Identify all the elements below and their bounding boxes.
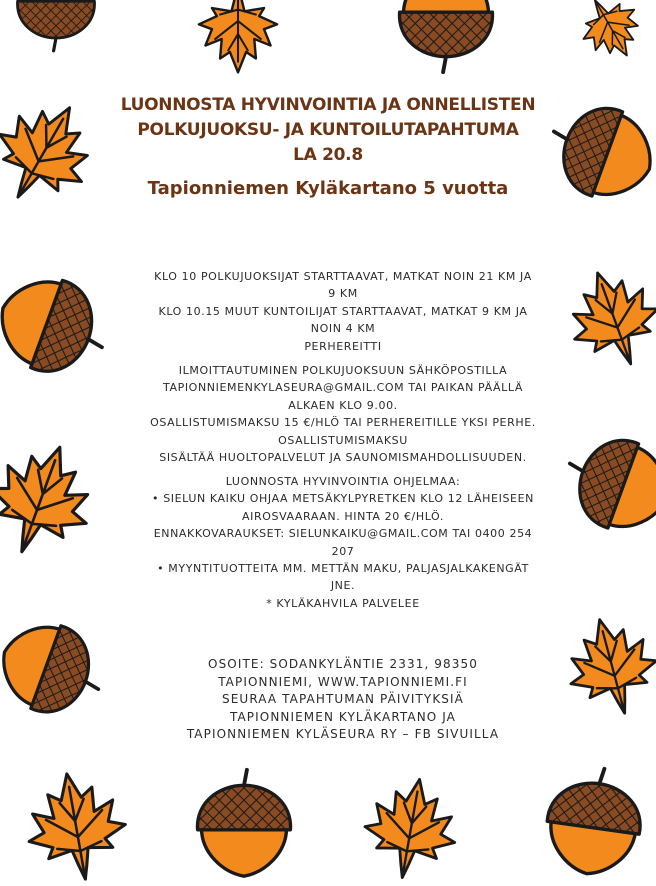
address-line: TAPIONNIEMEN KYLÄSEURA RY – FB SIVUILLA bbox=[186, 727, 500, 742]
acorn-icon bbox=[546, 96, 656, 208]
event-title bbox=[100, 93, 556, 168]
program-section bbox=[108, 473, 578, 612]
schedule-section bbox=[108, 268, 578, 355]
acorn-icon bbox=[8, 0, 104, 54]
schedule-line: KLO 10 POLKUJUOKSIJAT STARTTAAVAT, MATKAT NOIN 21 KM JA bbox=[154, 270, 532, 283]
acorn-icon bbox=[0, 614, 106, 724]
address-line: TAPIONNIEMEN KYLÄKARTANO JA bbox=[230, 709, 456, 724]
acorn-icon bbox=[536, 764, 652, 880]
address-section bbox=[130, 656, 556, 744]
acorn-icon bbox=[186, 766, 302, 882]
registration-line: OSALLISTUMISMAKSU bbox=[278, 433, 408, 447]
program-line: LUONNOSTA HYVINVOINTIA OHJELMAA: bbox=[225, 475, 461, 488]
registration-line: OSALLISTUMISMAKSU 15 €/HLÖ TAI PERHEREITILLE YKSI PERHE. bbox=[150, 416, 536, 430]
acorn-icon bbox=[0, 268, 110, 384]
address-line: SEURAA TAPAHTUMAN PÄIVITYKSIÄ bbox=[222, 692, 464, 707]
registration-line: TAPIONNIEMENKYLASEURA@GMAIL.COM TAI PAIKAN PÄÄLLÄ bbox=[163, 381, 523, 395]
maple-leaf-icon bbox=[566, 258, 656, 378]
title-line: LUONNOSTA HYVINVOINTIA JA ONNELLISTEN bbox=[120, 95, 536, 115]
program-line: JNE. bbox=[330, 579, 356, 593]
maple-leaf-icon bbox=[564, 590, 656, 742]
schedule-line: KLO 10.15 MUUT KUNTOILIJAT STARTTAAVAT, MATKAT 9 KM JA bbox=[158, 304, 528, 318]
maple-leaf-icon bbox=[172, 0, 304, 78]
program-line: • SIELUN KAIKU OHJAA METSÄKYLPYRETKEN KLO 12 LÄHEISEEN bbox=[152, 492, 534, 506]
maple-leaf-icon bbox=[0, 436, 96, 562]
maple-leaf-icon bbox=[6, 766, 146, 886]
schedule-line: NOIN 4 KM bbox=[310, 322, 376, 336]
schedule-line: 9 KM bbox=[328, 287, 358, 301]
registration-section bbox=[108, 362, 578, 466]
registration-line: ILMOITTAUTUMINEN POLKUJUOKSUUN SÄHKÖPOSTILLA bbox=[178, 364, 508, 377]
program-line: • MYYNTITUOTTEITA MM. METTÄN MAKU, PALJASJALKAKENGÄT bbox=[157, 562, 529, 576]
program-line: AIROSVAARAAN. HINTA 20 €/HLÖ. bbox=[242, 509, 444, 523]
address-line: TAPIONNIEMI, WWW.TAPIONNIEMI.FI bbox=[218, 674, 468, 689]
registration-line: SISÄLTÄÄ HUOLTOPALVELUT JA SAUNOMISMAHDOLLISUUDEN. bbox=[159, 451, 527, 465]
maple-leaf-icon bbox=[566, 0, 656, 64]
address-line: OSOITE: SODANKYLÄNTIE 2331, 98350 bbox=[208, 657, 478, 671]
title-line: POLKUJUOKSU- JA KUNTOILUTAPAHTUMA bbox=[137, 120, 519, 140]
maple-leaf-icon bbox=[0, 94, 100, 210]
program-line: ENNAKKOVARAUKSET: SIELUNKAIKU@GMAIL.COM TAI 0400 254 bbox=[153, 527, 533, 541]
maple-leaf-icon bbox=[346, 772, 476, 884]
program-line: 207 bbox=[331, 544, 355, 558]
event-subtitle: Tapionniemen Kyläkartano 5 vuotta bbox=[147, 178, 509, 199]
program-line: * KYLÄKAHVILA PALVELEE bbox=[266, 596, 420, 610]
registration-line: ALKAEN KLO 9.00. bbox=[288, 398, 398, 412]
schedule-line: PERHEREITTI bbox=[304, 339, 382, 353]
title-line: LA 20.8 bbox=[293, 145, 363, 165]
acorn-icon bbox=[388, 0, 504, 76]
